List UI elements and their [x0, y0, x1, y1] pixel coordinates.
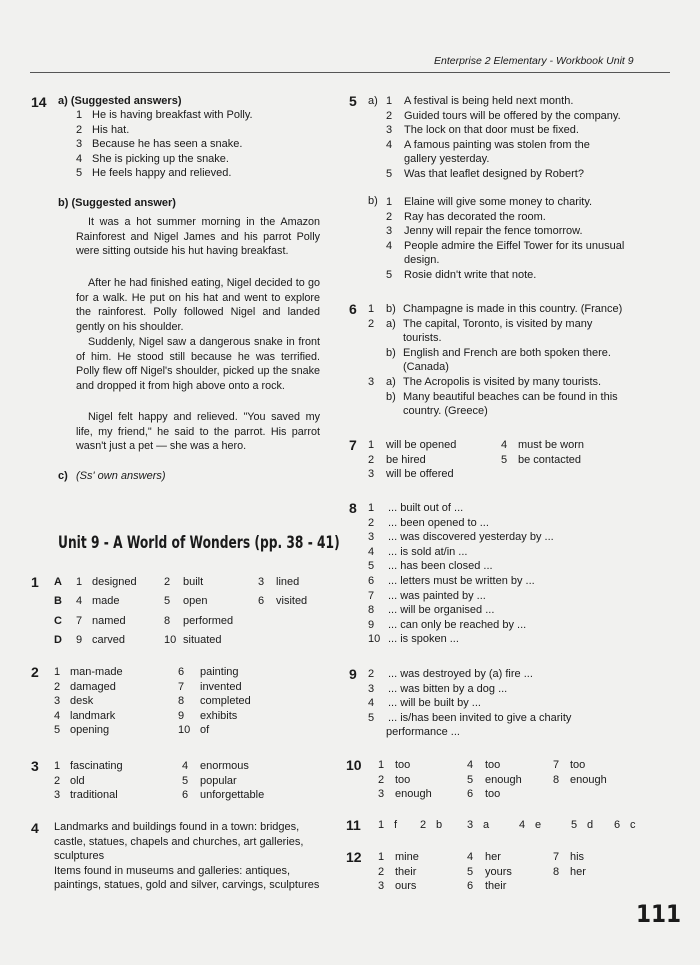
answer-word: will be opened: [386, 439, 457, 451]
answer-letter: d: [587, 819, 594, 831]
running-header: Enterprise 2 Elementary - Workbook Unit 9: [434, 55, 634, 67]
sentence: English and French are both spoken there.: [403, 346, 611, 359]
item-number: 6: [467, 880, 474, 893]
sentence: A famous painting was stolen from the: [404, 138, 590, 151]
item-number: 5: [76, 167, 83, 180]
item-number: 1: [54, 666, 61, 678]
page-number: 111: [636, 900, 682, 928]
item-number: 1: [54, 760, 61, 772]
answer-word: yours: [485, 865, 512, 878]
item-number: 6: [467, 788, 474, 801]
item-number: 1: [368, 303, 375, 315]
sentence: gallery yesterday.: [404, 153, 490, 166]
item-number: 5: [571, 819, 578, 831]
exercise-8-number: 8: [349, 500, 357, 516]
item-number: 3: [368, 531, 375, 544]
item-number: 2: [54, 774, 61, 787]
item-number: 4: [501, 439, 508, 451]
item-number: 9: [178, 709, 185, 722]
item-number: 3: [368, 376, 375, 388]
item-number: 3: [386, 124, 393, 137]
answer-text: She is picking up the snake.: [92, 152, 229, 165]
item-number: 5: [54, 724, 61, 736]
item-number: 2: [368, 516, 375, 529]
item-number: 8: [553, 773, 560, 786]
item-number: 8: [164, 614, 171, 627]
answer-letter: e: [535, 819, 542, 831]
item-number: 1: [386, 196, 393, 208]
ex14-c-label: c): [58, 470, 68, 482]
item-number: 6: [368, 575, 375, 587]
item-number: 3: [54, 789, 61, 801]
sentence: tourists.: [403, 332, 442, 345]
sub-label: b): [386, 303, 396, 315]
item-number: 2: [386, 109, 393, 122]
answer-word: her: [570, 865, 586, 878]
row-letter: B: [54, 595, 62, 608]
sentence: Jenny will repair the fence tomorrow.: [404, 225, 583, 238]
item-number: 7: [553, 851, 560, 863]
item-number: 10: [368, 633, 381, 646]
row-letter: D: [54, 633, 62, 646]
answer-word: visited: [276, 595, 308, 608]
item-number: 4: [76, 595, 83, 608]
item-number: 5: [386, 269, 393, 281]
answer-word: situated: [183, 633, 222, 646]
ex14-b-label: b) (Suggested answer): [58, 197, 176, 209]
answer-letter: a: [483, 819, 490, 831]
answer-word: will be offered: [386, 468, 454, 481]
answer-word: ours: [395, 880, 417, 893]
item-number: 2: [76, 123, 83, 136]
answer-word: performed: [183, 614, 234, 627]
phrase: ... was discovered yesterday by ...: [388, 531, 554, 544]
ex14-a-label: a) (Suggested answers): [58, 95, 182, 107]
sub-label: b): [386, 346, 396, 359]
sentence: The lock on that door must be fixed.: [404, 124, 579, 137]
item-number: 7: [76, 614, 83, 627]
phrase: performance ...: [386, 726, 460, 739]
item-number: 5: [368, 560, 375, 573]
item-number: 2: [368, 453, 375, 466]
item-number: 5: [368, 711, 375, 724]
item-number: 3: [378, 880, 385, 893]
text-line: Items found in museums and galleries: antiques,: [54, 864, 291, 877]
answer-word: be hired: [386, 453, 426, 466]
phrase: ... was painted by ...: [388, 589, 486, 602]
answer-text: Because he has seen a snake.: [92, 138, 243, 151]
item-number: 3: [258, 576, 265, 588]
answer-word: named: [92, 614, 126, 627]
answer-word: invented: [200, 680, 242, 693]
answer-word: mine: [395, 851, 419, 863]
answer-text: His hat.: [92, 123, 130, 136]
item-number: 8: [178, 695, 185, 707]
item-number: 2: [386, 210, 393, 223]
sub-label: b): [386, 390, 396, 403]
answer-word: too: [485, 788, 501, 801]
answer-word: painting: [200, 666, 239, 678]
answer-word: old: [70, 774, 85, 787]
item-number: 8: [368, 604, 375, 617]
phrase: ... will be organised ...: [388, 604, 495, 617]
item-number: 5: [501, 453, 508, 466]
item-number: 5: [467, 865, 474, 878]
text-line: sculptures: [54, 850, 105, 863]
item-number: 4: [182, 760, 189, 772]
item-number: 6: [182, 789, 189, 801]
answer-word: enough: [485, 773, 522, 786]
answer-word: too: [570, 759, 586, 771]
item-number: 1: [368, 439, 375, 451]
exercise-6-number: 6: [349, 301, 357, 317]
phrase: ... is spoken ...: [388, 633, 459, 646]
phrase: ... was destroyed by (a) fire ...: [388, 668, 533, 680]
item-number: 3: [76, 138, 83, 151]
story-paragraph-4: Nigel felt happy and relieved. "You saved my life, my friend," he said to the parrot. His parrot wasn't just a pet — she was a hero.: [76, 411, 320, 453]
row-letter: C: [54, 614, 62, 627]
answer-word: too: [395, 759, 411, 771]
answer-word: landmark: [70, 709, 116, 722]
answer-text: He is having breakfast with Polly.: [92, 109, 253, 121]
answer-word: their: [485, 880, 507, 893]
answer-word: designed: [92, 576, 137, 588]
sentence: country. (Greece): [403, 405, 488, 418]
item-number: 1: [76, 109, 83, 121]
item-number: 3: [54, 695, 61, 707]
answer-word: made: [92, 595, 120, 608]
answer-word: completed: [200, 695, 251, 707]
item-number: 4: [54, 709, 61, 722]
story-paragraph-3: Suddenly, Nigel saw a dangerous snake in front of him. He stood still because he was terrified. Polly flew off Nigel's shoulder, picked up the snake and dropped it from high above onto a rock.: [76, 336, 320, 392]
sentence: design.: [404, 254, 440, 267]
exercise-1-number: 1: [31, 574, 39, 590]
exercise-4-number: 4: [31, 820, 39, 836]
item-number: 4: [519, 819, 526, 831]
answer-word: their: [395, 865, 417, 878]
sub-label: a): [386, 317, 396, 330]
answer-word: of: [200, 724, 210, 736]
item-number: 1: [378, 851, 385, 863]
item-number: 4: [368, 545, 375, 558]
exercise-5-number: 5: [349, 93, 357, 109]
sentence: A festival is being held next month.: [404, 95, 574, 107]
item-number: 5: [182, 774, 189, 787]
item-number: 4: [386, 239, 393, 252]
item-number: 3: [467, 819, 474, 831]
item-number: 1: [76, 576, 83, 588]
answer-word: must be worn: [518, 439, 585, 451]
sentence: Champagne is made in this country. (France): [403, 303, 623, 315]
item-number: 6: [178, 666, 185, 678]
item-number: 2: [378, 773, 385, 786]
answer-letter: f: [394, 819, 398, 831]
phrase: ... was bitten by a dog ...: [388, 682, 508, 695]
item-number: 2: [368, 668, 375, 680]
phrase: ... will be built by ...: [388, 697, 481, 710]
sentence: Many beautiful beaches can be found in this: [403, 390, 618, 403]
item-number: 3: [378, 788, 385, 801]
ex14-c-text: (Ss' own answers): [76, 470, 166, 482]
answer-word: enormous: [200, 760, 249, 772]
text-line: paintings, statues, gold and silver, carvings, sculptures: [54, 879, 320, 892]
sentence: People admire the Eiffel Tower for its unusual: [404, 239, 625, 252]
answer-word: open: [183, 595, 208, 608]
answer-word: opening: [70, 724, 110, 736]
item-number: 9: [76, 633, 83, 646]
item-number: 3: [368, 682, 375, 695]
sentence: The Acropolis is visited by many tourists.: [403, 376, 602, 388]
phrase: ... letters must be written by ...: [388, 575, 535, 587]
exercise-9-number: 9: [349, 666, 357, 682]
exercise-14-number: 14: [31, 94, 47, 110]
header-rule: [30, 72, 670, 73]
answer-word: traditional: [70, 789, 118, 801]
item-number: 5: [164, 595, 171, 608]
item-number: 1: [378, 759, 385, 771]
item-number: 1: [368, 502, 375, 514]
item-number: 10: [164, 633, 177, 646]
sub-label: a): [386, 376, 396, 388]
exercise-3-number: 3: [31, 758, 39, 774]
item-number: 10: [178, 724, 191, 736]
item-number: 2: [368, 317, 375, 330]
answer-word: desk: [70, 695, 94, 707]
item-number: 4: [386, 138, 393, 151]
answer-word: too: [485, 759, 501, 771]
answer-letter: c: [630, 819, 636, 831]
item-number: 6: [614, 819, 621, 831]
item-number: 2: [378, 865, 385, 878]
answer-word: carved: [92, 633, 126, 646]
sentence: Rosie didn't write that note.: [404, 269, 537, 281]
item-number: 4: [368, 697, 375, 710]
item-number: 2: [420, 819, 427, 831]
answer-word: exhibits: [200, 709, 238, 722]
exercise-12-number: 12: [346, 849, 362, 865]
exercise-2-number: 2: [31, 664, 39, 680]
answer-word: fascinating: [70, 760, 123, 772]
exercise-7-number: 7: [349, 437, 357, 453]
item-number: 1: [378, 819, 385, 831]
phrase: ... can only be reached by ...: [388, 618, 527, 631]
sentence: Guided tours will be offered by the company.: [404, 109, 621, 122]
text-line: castle, statues, chapels and churches, art galleries,: [54, 835, 304, 848]
item-number: 5: [467, 773, 474, 786]
item-number: 3: [386, 225, 393, 238]
item-number: 1: [386, 95, 393, 107]
item-number: 6: [258, 595, 265, 608]
answer-word: be contacted: [518, 453, 581, 466]
answer-word: unforgettable: [200, 789, 265, 801]
item-number: 3: [368, 468, 375, 481]
row-letter: A: [54, 576, 62, 588]
answer-word: her: [485, 851, 501, 863]
unit-title: Unit 9 - A World of Wonders (pp. 38 - 41): [58, 533, 340, 553]
answer-word: popular: [200, 774, 237, 787]
ex5-a-label: a): [368, 95, 378, 107]
item-number: 7: [553, 759, 560, 771]
item-number: 4: [467, 759, 474, 771]
answer-word: too: [395, 773, 411, 786]
sentence: Ray has decorated the room.: [404, 210, 546, 223]
item-number: 7: [178, 680, 185, 693]
answer-word: his: [570, 851, 585, 863]
phrase: ... has been closed ...: [388, 560, 493, 573]
ex5-b-label: b): [368, 195, 378, 207]
item-number: 2: [54, 680, 61, 693]
phrase: ... built out of ...: [388, 502, 464, 514]
item-number: 4: [467, 851, 474, 863]
exercise-11-number: 11: [346, 817, 361, 833]
item-number: 9: [368, 618, 375, 631]
phrase: ... is sold at/in ...: [388, 545, 468, 558]
answer-word: man-made: [70, 666, 123, 678]
sentence: The capital, Toronto, is visited by many: [403, 317, 593, 330]
item-number: 8: [553, 865, 560, 878]
answer-letter: b: [436, 819, 443, 831]
answer-text: He feels happy and relieved.: [92, 167, 232, 180]
exercise-10-number: 10: [346, 757, 362, 773]
sentence: (Canada): [403, 361, 449, 374]
phrase: ... is/has been invited to give a charity: [388, 711, 572, 724]
item-number: 7: [368, 589, 375, 602]
text-line: Landmarks and buildings found in a town: bridges,: [54, 821, 300, 833]
answer-word: damaged: [70, 680, 116, 693]
phrase: ... been opened to ...: [388, 516, 489, 529]
story-paragraph-2: After he had finished eating, Nigel decided to go for a walk. He put on his hat and went to explore the rainforest. Polly followed Nigel and landed gently on his shoulder.: [76, 277, 320, 333]
sentence: Elaine will give some money to charity.: [404, 196, 593, 208]
answer-word: enough: [570, 773, 607, 786]
item-number: 2: [164, 576, 171, 588]
answer-word: lined: [276, 576, 300, 588]
sentence: Was that leaflet designed by Robert?: [404, 168, 584, 180]
story-paragraph-1: It was a hot summer morning in the Amazon Rainforest and Nigel James and his parrot Polly were sitting outside his hut having breakfast.: [76, 216, 320, 258]
answer-word: built: [183, 576, 204, 588]
item-number: 5: [386, 168, 393, 180]
item-number: 4: [76, 152, 83, 165]
answer-word: enough: [395, 788, 432, 801]
